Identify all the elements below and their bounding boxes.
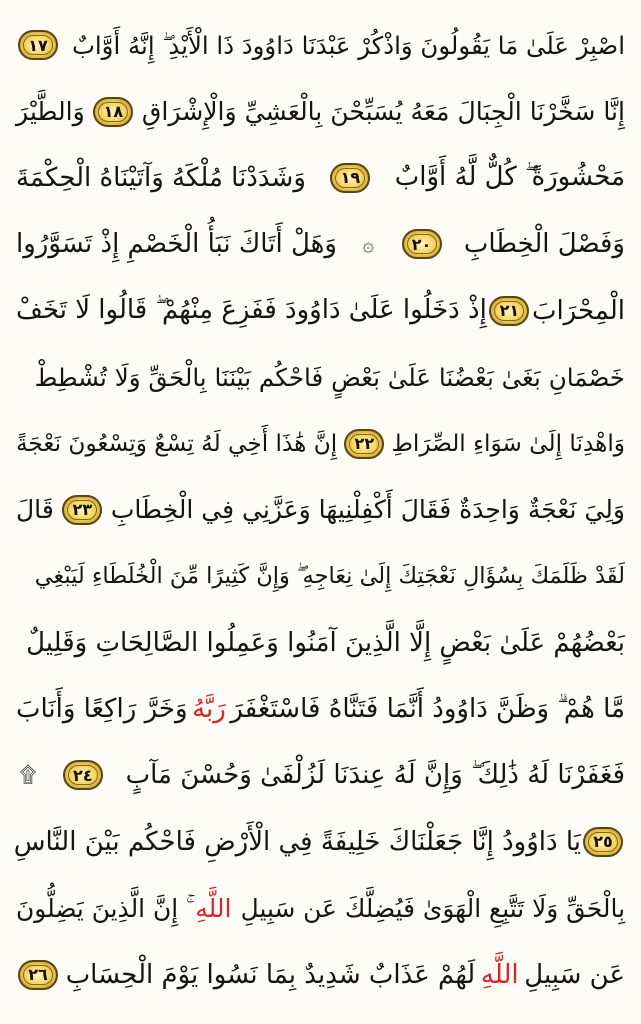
verse-line (16, 477, 625, 543)
verse-line (16, 410, 625, 476)
ayah-number: ٢٥ (593, 832, 613, 852)
verse-text: إِنَّا سَخَّرْنَا الْجِبَالَ مَعَهُ يُسَبِّحْنَ بِالْعَشِيِّ وَالْإِشْرَاقِ (141, 97, 625, 127)
verse-text: وَلِيَ نَعْجَةٌ وَاحِدَةٌ فَقَالَ أَكْفِلْنِيهَا وَعَزَّنِي فِي الْخِطَابِ (110, 495, 625, 525)
verse-line (16, 676, 625, 742)
verse-line (16, 610, 625, 676)
verse-line (16, 742, 625, 808)
verse-text: وَالطَّيْرَ (16, 97, 85, 127)
verse-text: قَالَ (16, 495, 54, 525)
verse-line (16, 344, 625, 410)
ayah-number-marker (402, 229, 442, 259)
ayah-number-marker (62, 495, 102, 525)
verse-text: وَاهْدِنَا إِلَىٰ سَوَاءِ الصِّرَاطِ (391, 430, 625, 458)
verse-line (16, 543, 625, 609)
sajdah-icon: ۩ (19, 762, 37, 788)
ayah-number: ٢٦ (28, 965, 48, 985)
verse-text: بِالْحَقِّ وَلَا تَتَّبِعِ الْهَوَىٰ فَيُضِلَّكَ عَن سَبِيلِ (240, 893, 625, 923)
ayah-number: ١٨ (103, 102, 124, 122)
verse-text: إِنَّ هَٰذَا أَخِي لَهُ تِسْعٌ وَتِسْعُونَ نَعْجَةً (16, 430, 338, 458)
verse-text: ۚ إِنَّ الَّذِينَ يَضِلُّونَ (16, 893, 187, 923)
verse-line (16, 211, 625, 277)
verse-line (16, 875, 625, 941)
verse-text: وَشَدَدْنَا مُلْكَهُ وَآتَيْنَاهُ الْحِكْمَةَ (16, 162, 306, 193)
ayah-number-marker (344, 429, 384, 459)
verse-text: مَّا هُمْ ۗ وَظَنَّ دَاوُودُ أَنَّمَا فَتَنَّاهُ فَاسْتَغْفَرَ (230, 693, 625, 724)
verse-line (13, 809, 625, 875)
verse-text: مَحْشُورَةً ۖ كُلٌّ لَّهُ أَوَّابٌ (394, 162, 625, 193)
verse-text: فَغَفَرْنَا لَهُ ذَٰلِكَ ۖ وَإِنَّ لَهُ عِندَنَا لَزُلْفَىٰ وَحُسْنَ مَآبٍ (125, 759, 625, 790)
verse-line (16, 278, 625, 344)
divine-name-text: اللَّهِ (195, 893, 232, 923)
divine-name-text: اللَّهِ (480, 959, 519, 990)
verse-text: بَعْضُهُمْ عَلَىٰ بَعْضٍ إِلَّا الَّذِينَ آمَنُوا وَعَمِلُوا الصَّالِحَاتِ وَقَلِيلٌ (26, 627, 625, 658)
verse-line (16, 12, 625, 78)
ayah-number: ٢٠ (411, 234, 432, 254)
verse-text: الْمِحْرَابَ (531, 295, 625, 326)
ayah-number: ٢٢ (354, 434, 375, 454)
divine-name-text: رَبَّهُ (192, 694, 226, 725)
verse-text: إِذْ دَخَلُوا عَلَىٰ دَاوُودَ فَفَزِعَ مِنْهُمْ ۖ قَالُوا لَا تَخَفْ (16, 295, 487, 326)
ayah-number-marker (330, 163, 370, 193)
ayah-number-marker (583, 827, 623, 857)
verse-text: وَخَرَّ رَاكِعًا وَأَنَابَ (16, 694, 188, 725)
ayah-number-marker (93, 97, 133, 127)
ayah-number-marker (63, 760, 103, 790)
ayah-number-marker (18, 30, 58, 60)
verse-text: لَقَدْ ظَلَمَكَ بِسُؤَالِ نَعْجَتِكَ إِلَىٰ نِعَاجِهِ ۖ وَإِنَّ كَثِيرًا مِّنَ الْخُلَطَاءِ لَيَبْغِي (34, 563, 625, 590)
verse-text: اصْبِرْ عَلَىٰ مَا يَقُولُونَ وَاذْكُرْ عَبْدَنَا دَاوُودَ ذَا الْأَيْدِ ۖ إِنَّهُ أَوَّابٌ (71, 30, 625, 60)
verse-line (16, 941, 625, 1007)
verse-text: لَهُمْ عَذَابٌ شَدِيدٌ بِمَا نَسُوا يَوْمَ الْحِسَابِ (65, 959, 476, 990)
ayah-number: ٢٣ (72, 500, 93, 520)
verse-text: خَصْمَانِ بَغَىٰ بَعْضُنَا عَلَىٰ بَعْضٍ فَاحْكُم بَيْنَنَا بِالْحَقِّ وَلَا تُشْطِطْ (34, 362, 625, 392)
verse-line (16, 145, 625, 211)
verse-text: وَهَلْ أَتَاكَ نَبَأُ الْخَصْمِ إِذْ تَسَوَّرُوا (16, 229, 337, 260)
verse-line (16, 78, 625, 144)
rub-el-hizb-icon: ۞ (362, 232, 375, 257)
ayah-number: ٢٤ (73, 765, 93, 785)
ayah-number-marker (489, 296, 529, 326)
verse-text: يَا دَاوُودُ إِنَّا جَعَلْنَاكَ خَلِيفَةً فِي الْأَرْضِ فَاحْكُم بَيْنَ النَّاسِ (13, 826, 581, 857)
verse-text: وَفَصْلَ الْخِطَابِ (463, 229, 625, 260)
ayah-number: ١٧ (28, 35, 48, 55)
ayah-number: ١٩ (340, 168, 361, 188)
ayah-number: ٢١ (499, 301, 520, 321)
verse-text: عَن سَبِيلِ (524, 959, 625, 990)
ayah-number-marker (18, 960, 58, 990)
